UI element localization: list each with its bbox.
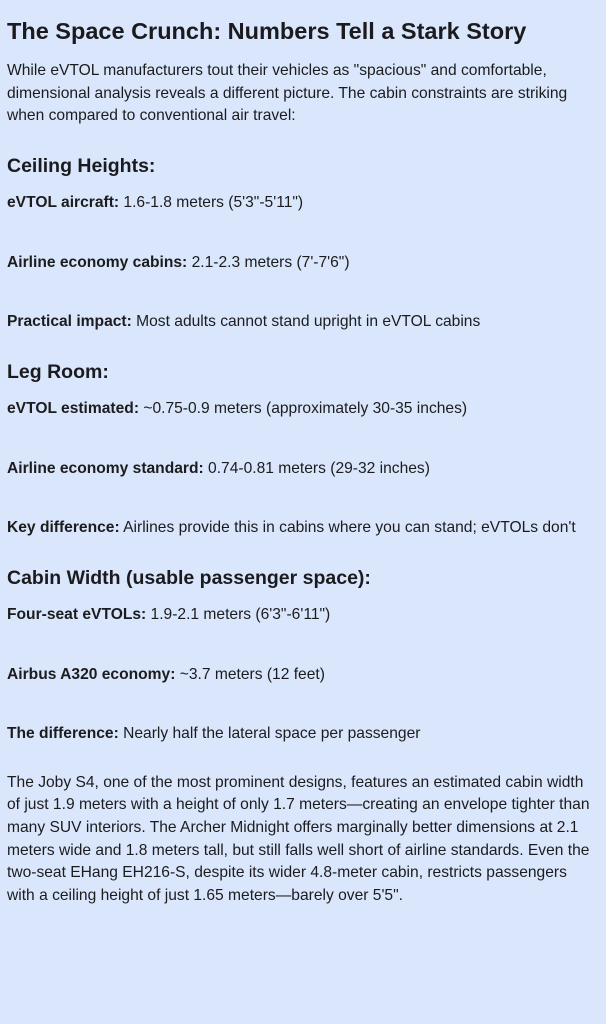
fact-label: Airline economy cabins: [7,253,188,271]
fact-airline-legroom [7,458,606,481]
fact-value: Nearly half the lateral space per passenger [118,725,421,742]
fact-value: 2.1-2.3 meters (7'-7'6") [187,253,350,271]
fact-key-difference [7,517,606,540]
fact-value: Most adults cannot stand upright in eVTOL cabins [131,313,481,331]
section-leg-room [7,360,606,540]
section-cabin-width [7,566,606,746]
section-heading-ceiling-heights: Ceiling Heights: [7,154,156,177]
article-title: The Space Crunch: Numbers Tell a Stark Story [7,18,527,44]
fact-value: Airlines provide this in cabins where you can stand; eVTOLs don't [119,519,576,537]
fact-airline-ceiling [7,252,606,275]
fact-label: Airbus A320 economy: [7,665,176,683]
fact-value: 0.74-0.81 meters (29-32 inches) [203,459,430,477]
closing-paragraph: The Joby S4, one of the most prominent designs, features an estimated cabin width of just 1.9 meters with a height of only 1.7 meters—creating an envelope tighter than many SUV interiors. The Archer Midnight offers marginally better dimensions at 2.1 meters wide and 1.8 meters tall, but still falls well short of airline standards. Even the two-seat EHang EH216-S, despite its wider 4.8-meter cabin, restricts passengers with a ceiling height of just 1.65 meters—barely over 5'5". [7,773,590,905]
fact-value: ~3.7 meters (12 feet) [175,665,325,683]
fact-label: Airline economy standard: [7,459,204,477]
fact-label: eVTOL aircraft: [7,194,120,212]
intro-paragraph: While eVTOL manufacturers tout their vehicles as "spacious" and comfortable, dimensional analysis reveals a different picture. The cabin constraints are striking when compared to conventional air travel: [7,62,568,125]
fact-value: 1.6-1.8 meters (5'3"-5'11") [119,194,304,212]
fact-label: Practical impact: [7,313,132,331]
fact-evtol-ceiling [7,192,606,215]
fact-value: 1.9-2.1 meters (6'3"-6'11") [146,606,331,623]
fact-evtol-legroom [7,398,606,421]
section-heading-leg-room: Leg Room: [7,360,109,383]
fact-label: The difference: [7,725,119,742]
fact-label: Key difference: [7,519,120,537]
section-ceiling-heights [7,154,606,334]
fact-practical-impact [7,311,606,334]
fact-a320-width [7,664,606,687]
fact-evtol-width [7,604,606,627]
fact-label: Four-seat eVTOLs: [7,606,147,623]
section-heading-cabin-width: Cabin Width (usable passenger space): [7,566,371,589]
fact-value: ~0.75-0.9 meters (approximately 30-35 inches) [139,400,468,418]
fact-width-difference [7,723,606,746]
fact-label: eVTOL estimated: [7,400,140,418]
